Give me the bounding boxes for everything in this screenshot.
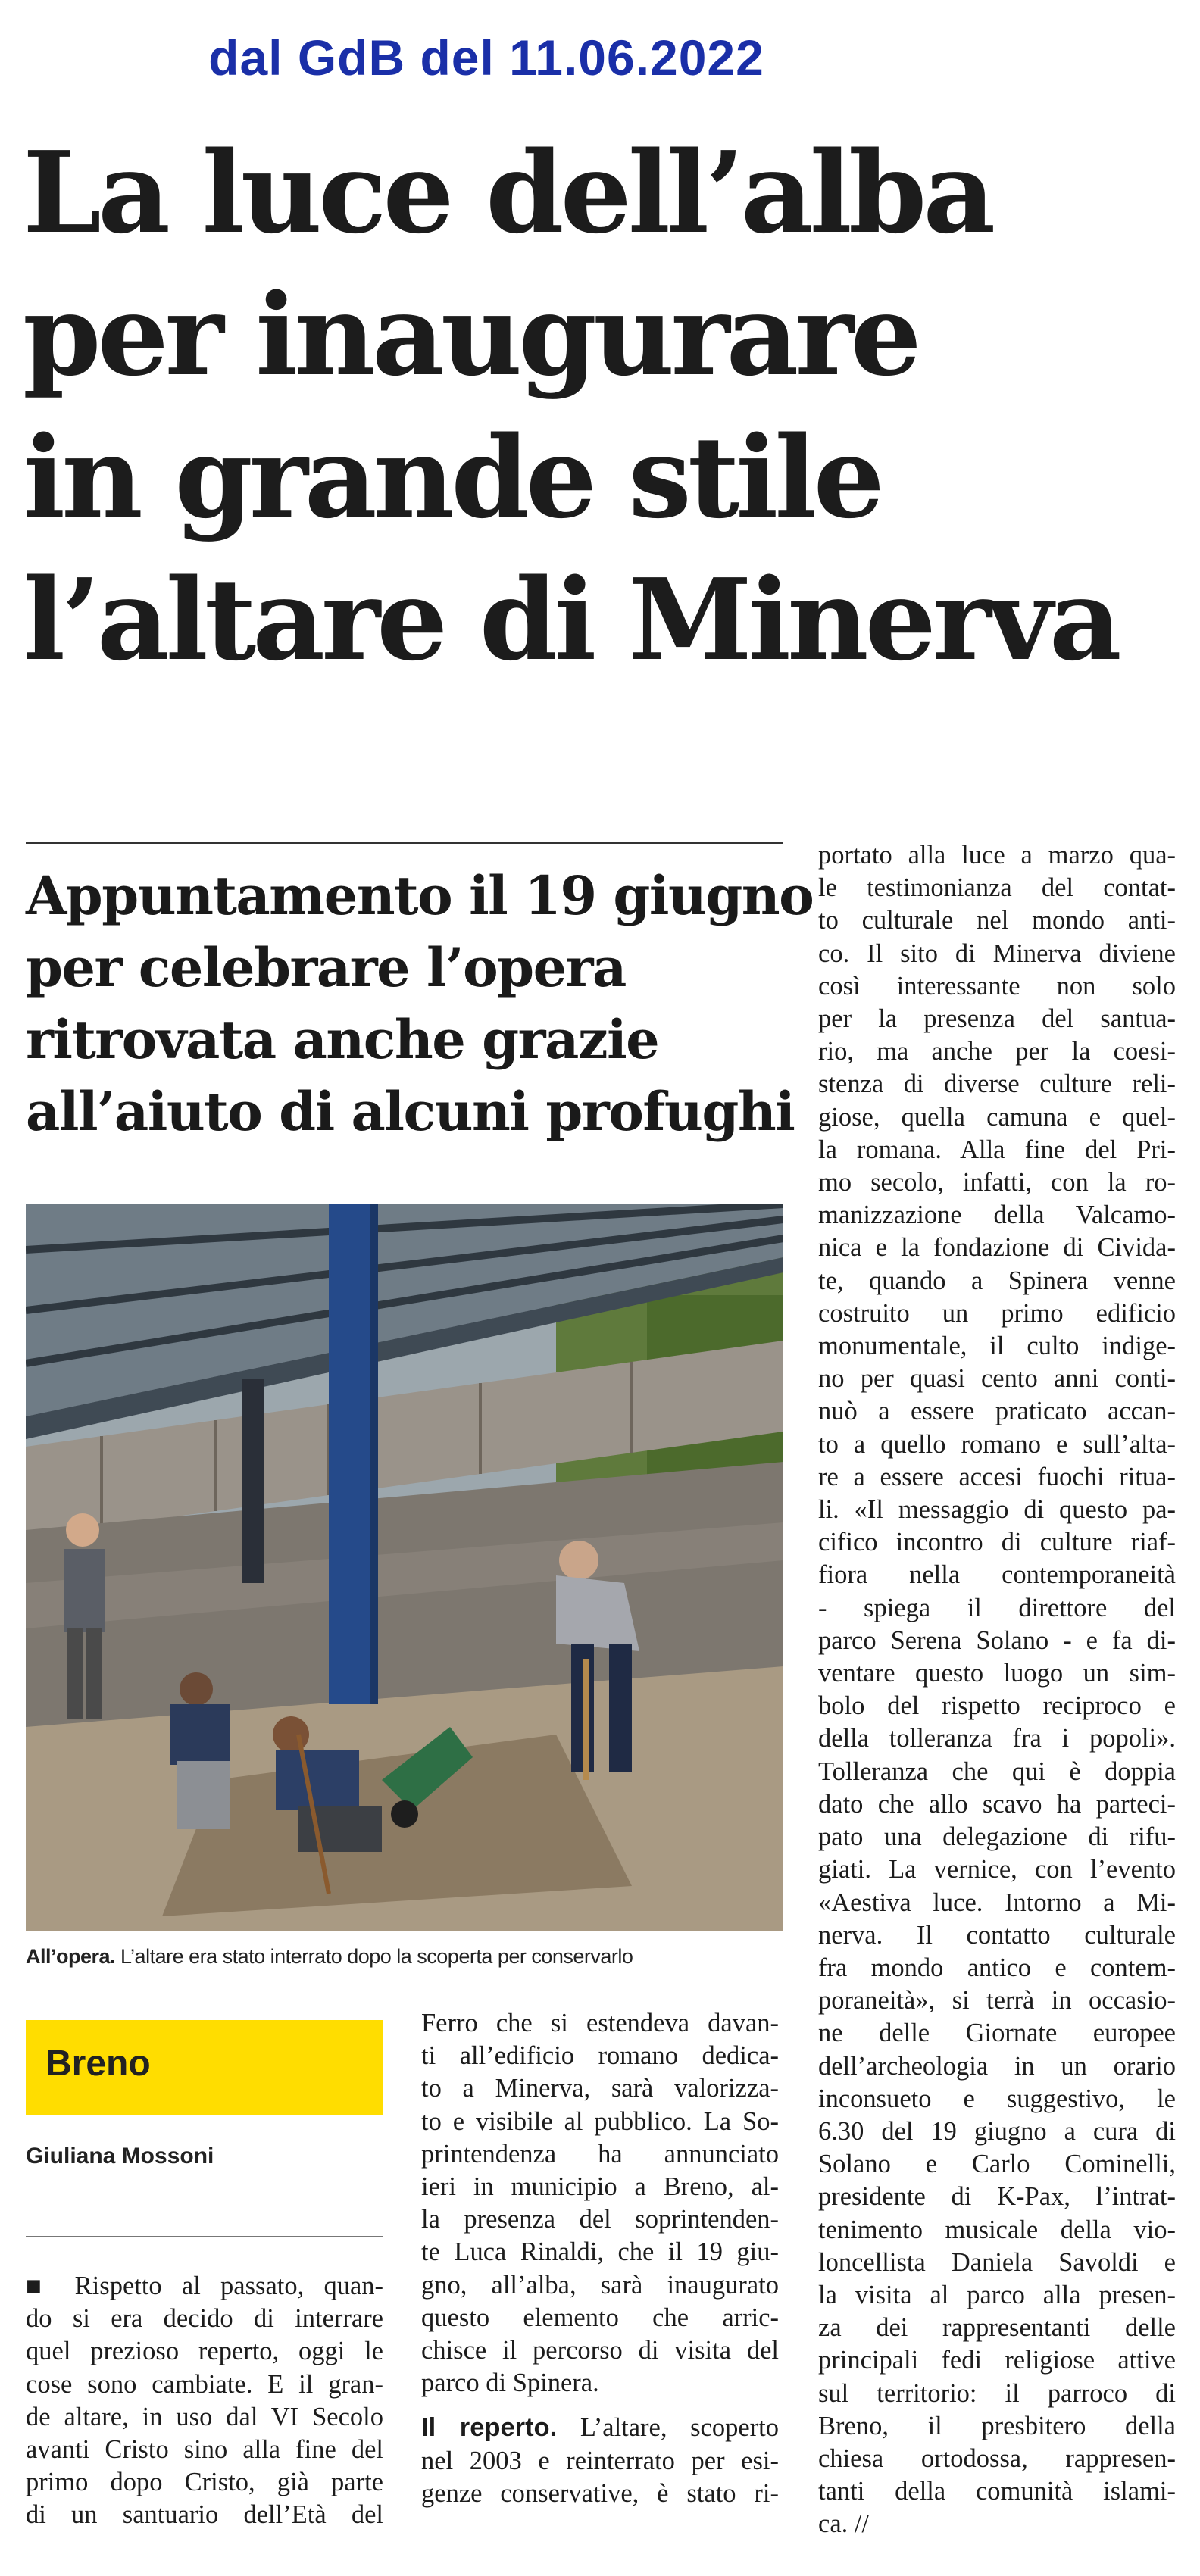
text-line: ne delle Giornate europee — [818, 2019, 1176, 2048]
text-line: cose sono cambiate. E il gran- — [26, 2369, 383, 2399]
text-line: primo dopo Cristo, già parte — [26, 2468, 383, 2497]
text-line: co. Il sito di Minerva diviene — [818, 938, 1176, 968]
text-line: poraneità», si terrà in occasio- — [818, 1986, 1176, 2016]
text-line: do si era decido di interrare — [26, 2304, 383, 2334]
text-line: Tolleranza che qui è doppia — [818, 1756, 1176, 1786]
text-line: stenza di diverse culture reli- — [818, 1069, 1176, 1099]
text-line: cifico incontro di culture riaf- — [818, 1528, 1176, 1557]
text-line: giose, quella camuna e quel- — [818, 1102, 1176, 1132]
text-line: questo elemento che arric- — [421, 2303, 779, 2332]
subhead-line: Appuntamento il 19 giugno — [26, 864, 814, 927]
caption-label: All’opera. — [26, 1945, 116, 1968]
section-first-text: L’altare, scoperto — [557, 2413, 779, 2443]
section-first-line — [421, 2412, 779, 2444]
text-line: to culturale nel mondo anti- — [818, 906, 1176, 935]
text-line: fra mondo antico e contem- — [818, 1953, 1176, 1982]
text-line: nel 2003 e reinterrato per esi- — [421, 2446, 779, 2475]
article-column-1 — [26, 2270, 383, 2532]
text-line: loncellista Daniela Savoldi e — [818, 2247, 1176, 2277]
text-line: to a Minerva, sarà valorizza- — [421, 2074, 779, 2103]
text-line: monumentale, il culto indige- — [818, 1332, 1176, 1361]
text-line: presidente di K-Pax, l’intrat- — [818, 2182, 1176, 2212]
text-line: quel prezioso reperto, oggi le — [26, 2337, 383, 2366]
text-line: la romana. Alla fine del Pri- — [818, 1135, 1176, 1164]
text-line: «Aestiva luce. Intorno a Mi- — [818, 1888, 1176, 1917]
article-photo — [26, 1204, 783, 1931]
headline-line: in grande stile — [23, 411, 881, 543]
headline-line: per inaugurare — [23, 269, 918, 401]
text-line: - spiega il direttore del — [818, 1593, 1176, 1622]
text-line: te, quando a Spinera venne — [818, 1266, 1176, 1295]
text-line: bolo del rispetto reciproco e — [818, 1691, 1176, 1721]
text-line: chiesa ortodossa, rappresen- — [818, 2443, 1176, 2473]
text-line: rio, ma anche per la coesi- — [818, 1037, 1176, 1066]
text-line: 6.30 del 19 giugno a cura di — [818, 2116, 1176, 2146]
text-line: così interessante non solo — [818, 971, 1176, 1001]
text-line: ieri in municipio a Breno, al- — [421, 2172, 779, 2202]
source-line: dal GdB del 11.06.2022 — [208, 30, 764, 86]
text-line: li. «Il messaggio di questo pa- — [818, 1495, 1176, 1525]
author-byline: Giuliana Mossoni — [26, 2144, 214, 2169]
subhead-line: per celebrare l’opera — [26, 936, 626, 999]
text-line: re a essere accesi fuochi ritua- — [818, 1462, 1176, 1491]
text-line: ca. // — [818, 2509, 870, 2539]
text-line: pato una delegazione di rifu- — [818, 1822, 1176, 1852]
text-line: principali fedi religiose attive — [818, 2346, 1176, 2375]
headline-line: l’altare di Minerva — [23, 554, 1118, 685]
text-line: mo secolo, infatti, con la ro- — [818, 1168, 1176, 1197]
text-line: nerva. Il contatto culturale — [818, 1920, 1176, 1950]
text-line: avanti Cristo sino alla fine del — [26, 2435, 383, 2465]
text-line: Breno, il presbitero della — [818, 2411, 1176, 2440]
text-line: inconsueto e suggestivo, le — [818, 2084, 1176, 2113]
article-column-3 — [818, 839, 1176, 2541]
text-line: manizzazione della Valcamo- — [818, 1201, 1176, 1230]
subhead — [26, 860, 814, 1147]
text-line: parco di Spinera. — [421, 2368, 599, 2398]
text-line: to e visibile al pubblico. La So- — [421, 2106, 779, 2136]
text-line: nuò a essere praticato accan- — [818, 1397, 1176, 1426]
text-line: per la presenza del santua- — [818, 1004, 1176, 1034]
text-line: parco Serena Solano - e fa di- — [818, 1625, 1176, 1655]
section-label: Il reperto. — [421, 2413, 558, 2443]
subhead-top-rule — [26, 842, 783, 844]
byline-rule — [26, 2236, 383, 2237]
text-line: dato che allo scavo ha parteci- — [818, 1789, 1176, 1819]
text-line: la presenza del soprintenden- — [421, 2205, 779, 2234]
text-line: Solano e Carlo Cominelli, — [818, 2150, 1176, 2179]
text-line: ventare questo luogo un sim- — [818, 1659, 1176, 1688]
text-line: dell’archeologia in un orario — [818, 2051, 1176, 2081]
text-line: della tolleranza fra i popoli». — [818, 1724, 1176, 1753]
text-line: tenimento musicale della vio- — [818, 2215, 1176, 2244]
caption-text: L’altare era stato interrato dopo la scoperta per conservarlo — [115, 1945, 633, 1968]
text-line: la visita al parco alla presen- — [818, 2280, 1176, 2309]
text-line: ■ Rispetto al passato, quan- — [26, 2272, 383, 2300]
headline — [23, 121, 1182, 691]
text-line: di un santuario dell’Età del — [26, 2500, 383, 2530]
text-line: le testimonianza del contat- — [818, 873, 1176, 903]
text-line: costruito un primo edificio — [818, 1298, 1176, 1328]
text-line: chisce il percorso di visita del — [421, 2336, 779, 2365]
text-line: to a quello romano e sull’alta- — [818, 1429, 1176, 1459]
text-line: sul territorio: il parroco di — [818, 2378, 1176, 2408]
text-line: za dei rappresentanti delle — [818, 2313, 1176, 2343]
text-line: de altare, in uso dal VI Secolo — [26, 2402, 383, 2431]
text-line: te Luca Rinaldi, che il 19 giu- — [421, 2237, 779, 2267]
subhead-line: ritrovata anche grazie — [26, 1008, 659, 1071]
text-line: gno, all’alba, sarà inaugurato — [421, 2270, 779, 2300]
text-line: no per quasi cento anni conti- — [818, 1364, 1176, 1394]
text-line: fiora nella contemporaneità — [818, 1560, 1176, 1590]
location-tag: Breno — [26, 2020, 383, 2115]
subhead-line: all’aiuto di alcuni profughi — [26, 1080, 795, 1143]
text-line: portato alla luce a marzo qua- — [818, 841, 1176, 870]
text-line: Ferro che si estendeva davan- — [421, 2009, 779, 2037]
headline-line: La luce dell’alba — [23, 126, 992, 258]
text-line: nica e la fondazione di Civida- — [818, 1233, 1176, 1263]
text-line: genze conservative, è stato ri- — [421, 2478, 779, 2508]
text-line: printendenza ha annunciato — [421, 2139, 779, 2169]
text-line: giati. La vernice, con l’evento — [818, 1855, 1176, 1884]
text-line: ti all’edificio romano dedica- — [421, 2041, 779, 2071]
photo-caption — [26, 1945, 791, 1969]
article-column-2 — [421, 2007, 779, 2510]
text-line: tanti della comunità islami- — [818, 2477, 1176, 2506]
